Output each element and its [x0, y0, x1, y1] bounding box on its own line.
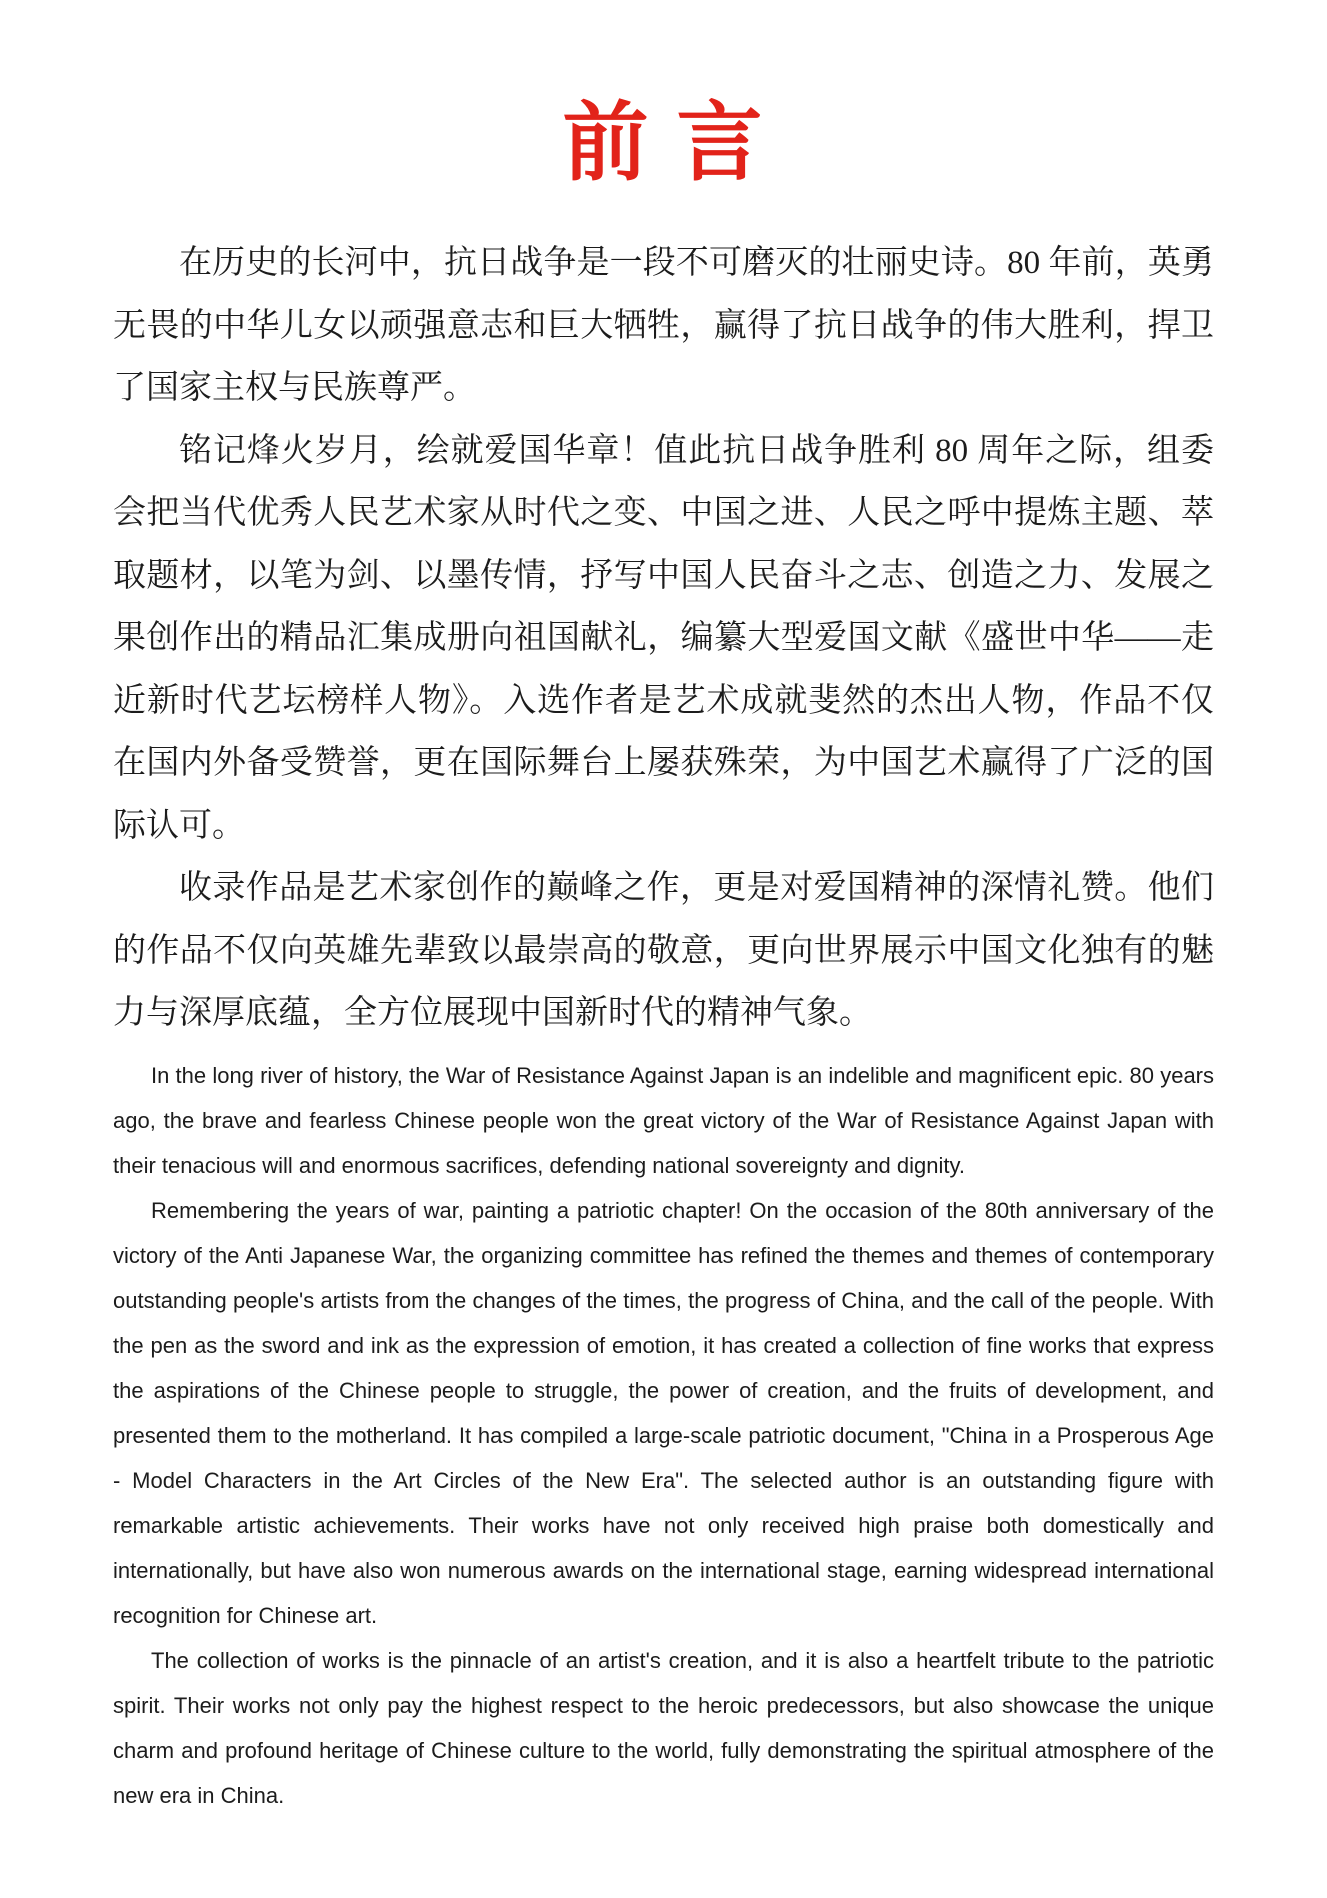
chinese-paragraph-1: 在历史的长河中，抗日战争是一段不可磨灭的壮丽史诗。80 年前，英勇无畏的中华儿女以顽强意志和巨大牺牲，赢得了抗日战争的伟大胜利，捍卫了国家主权与民族尊严。: [113, 245, 1214, 407]
english-paragraph-3: The collection of works is the pinnacle of an artist's creation, and it is also a heartfelt tribute to the patriotic spirit. Their works not only pay the highest respect to the heroic predecessors, but also showcase the unique charm and profound heritage of Chinese culture to the world, fully demonstrating the spiritual atmosphere of the new era in China.: [113, 1647, 1214, 1808]
chinese-text-section: [113, 232, 1214, 1045]
chinese-paragraph-3: 收录作品是艺术家创作的巅峰之作，更是对爱国精神的深情礼赞。他们的作品不仅向英雄先辈致以最崇高的敬意，更向世界展示中国文化独有的魅力与深厚底蕴，全方位展现中国新时代的精神气象。: [113, 870, 1214, 1032]
english-text-section: [113, 1053, 1214, 1818]
english-paragraph-1: In the long river of history, the War of Resistance Against Japan is an indelible and magnificent epic. 80 years ago, the brave and fearless Chinese people won the great victory of the War of Resistance Against Japan with their tenacious will and enormous sacrifices, defending national sovereignty and dignity.: [113, 1062, 1214, 1178]
chinese-paragraph-2: 铭记烽火岁月，绘就爱国华章！值此抗日战争胜利 80 周年之际，组委会把当代优秀人民艺术家从时代之变、中国之进、人民之呼中提炼主题、萃取题材，以笔为剑、以墨传情，抒写中国人民奋斗之志、创造之力、发展之果创作出的精品汇集成册向祖国献礼，编纂大型爱国文献《盛世中华——走近新时代艺坛榜样人物》。入选作者是艺术成就斐然的杰出人物，作品不仅在国内外备受赞誉，更在国际舞台上屡获殊荣，为中国艺术赢得了广泛的国际认可。: [113, 432, 1214, 844]
document-page: [0, 95, 1327, 1898]
english-paragraph-2: Remembering the years of war, painting a patriotic chapter! On the occasion of the 80th anniversary of the victory of the Anti Japanese War, the organizing committee has refined the themes and themes of contemporary outstanding people's artists from the changes of the times, the progress of China, and the call of the people. With the pen as the sword and ink as the expression of emotion, it has created a collection of fine works that express the aspirations of the Chinese people to struggle, the power of creation, and the fruits of development, and presented them to the motherland. It has compiled a large-scale patriotic document, "China in a Prosperous Age - Model Characters in the Art Circles of the New Era". The selected author is an outstanding figure with remarkable artistic achievements. Their works have not only received high praise both domestically and internationally, but have also won numerous awards on the international stage, earning widespread international recognition for Chinese art.: [113, 1197, 1214, 1628]
page-title: 前 言: [562, 95, 765, 191]
